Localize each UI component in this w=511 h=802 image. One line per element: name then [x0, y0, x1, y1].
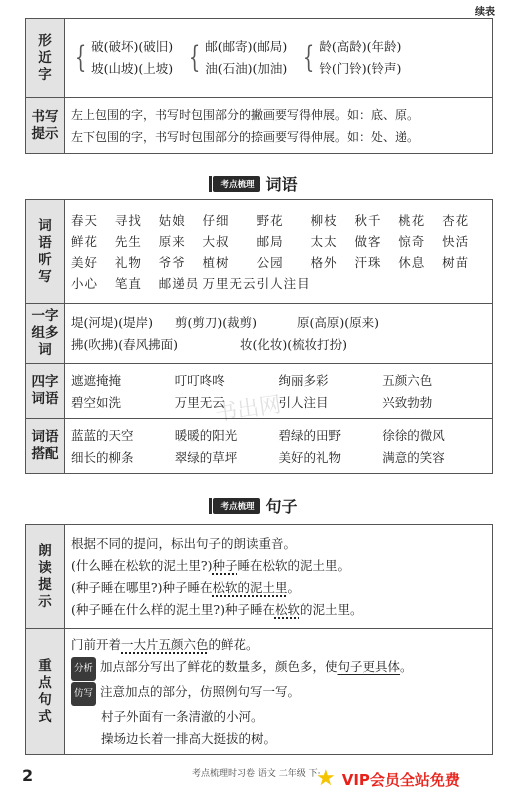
- writing-tip-2: 左下包围的字，书写时包围部分的捺画要写得伸展。如：处、递。: [71, 129, 420, 144]
- four-char-word: 引人注目: [278, 395, 329, 410]
- multi-word-label: 一字组多词: [26, 304, 65, 364]
- char-group-2a: 邮(邮寄)(邮局): [205, 39, 288, 54]
- imitation-line: 仿写 注意加点的部分，仿照例句写一写。: [71, 681, 486, 706]
- section-tag: 考点梳理: [213, 176, 259, 192]
- collocation-phrase: 碧绿的田野: [278, 428, 342, 443]
- key-sentence-label: 重点句式: [26, 629, 65, 755]
- dictation-word: 先生: [114, 234, 142, 249]
- dictation-word: 春天: [71, 213, 99, 228]
- collocation-phrase: 细长的柳条: [71, 450, 134, 465]
- section-header-sentences: [0, 494, 511, 517]
- imitation-example-1: 村子外面有一条清澈的小河。: [101, 708, 264, 724]
- continued-label: 续表: [475, 7, 495, 18]
- four-char-word: 碧空如洗: [71, 395, 122, 410]
- example-sentence: 门前开着一大片五颜六色的鲜花。: [71, 636, 259, 652]
- reading-line-2: (种子睡在哪里?)种子睡在松软的泥土里。: [71, 579, 300, 595]
- dictation-word: 引人注目: [256, 276, 311, 291]
- four-char-label: 四字词语: [26, 364, 65, 419]
- collocation-phrase: 美好的礼物: [278, 450, 342, 465]
- dictation-word: 做客: [354, 234, 382, 249]
- dictation-word: 小心: [71, 276, 99, 291]
- dictation-word: 姑娘: [158, 213, 186, 228]
- collocation-label: 词语搭配: [26, 419, 65, 474]
- char-group-3b: 铃(门铃)(铃声): [319, 61, 402, 76]
- four-char-word: 五颜六色: [382, 373, 433, 388]
- dictation-word: 树苗: [442, 255, 470, 270]
- char-group-3a: 龄(高龄)(年龄): [319, 39, 402, 54]
- dictation-word: 万里无云: [202, 276, 257, 291]
- page-footer: 考点梳理时习卷 语文 二年级 下·: [192, 769, 321, 779]
- dictation-word: 仔细: [202, 213, 230, 228]
- similar-chars-groups: { 破(破坏)(破旧) 坡(山坡)(上坡) { 邮(邮寄)(邮局) 油(石油)(加油) { 龄(高龄)(年龄) 铃(门铃)(铃声): [71, 36, 486, 80]
- four-char-word: 遮遮掩掩: [71, 373, 122, 388]
- section-tag: 考点梳理: [213, 498, 259, 514]
- collocation-phrase: 暖暖的阳光: [174, 428, 238, 443]
- section-title: 词语: [265, 175, 298, 194]
- collocation-phrase: 满意的笑容: [382, 450, 445, 465]
- collocation-phrase: 翠绿的草坪: [174, 450, 238, 465]
- dictation-word: 格外: [310, 255, 338, 270]
- reading-line-1: (什么睡在松软的泥土里?)种子睡在松软的泥土里。: [71, 557, 350, 573]
- dictation-word: 植树: [202, 255, 230, 270]
- dictation-words: [71, 208, 486, 295]
- four-char-word: 万里无云: [174, 395, 225, 410]
- dictation-word: 桃花: [398, 213, 426, 228]
- collocation-phrase: 徐徐的微风: [382, 428, 445, 443]
- reading-intro: 根据不同的提问，标出句子的朗读重音。: [71, 535, 297, 551]
- writing-tip-1: 左上包围的字，书写时包围部分的撇画要写得伸展。如：底、原。: [71, 107, 420, 122]
- page-number: 2: [22, 766, 34, 785]
- dictation-word: 惊奇: [398, 234, 426, 249]
- dictation-word: 寻找: [114, 213, 142, 228]
- reading-line-3: (种子睡在什么样的泥土里?)种子睡在松软的泥土里。: [71, 601, 363, 617]
- imitation-example-2: 操场边长着一排高大挺拔的树。: [101, 730, 277, 746]
- writing-tips-label: 书写提示: [26, 98, 65, 154]
- dictation-word: 柳枝: [310, 213, 338, 228]
- dictation-word: 杏花: [442, 213, 470, 228]
- words-table: [25, 199, 493, 474]
- dictation-word: 礼物: [114, 255, 142, 270]
- reading-tips-label: 朗读提示: [26, 525, 65, 629]
- dictation-word: 公园: [256, 255, 284, 270]
- collocation-phrase: 蓝蓝的天空: [71, 428, 134, 443]
- dictation-label: 词语听写: [26, 200, 65, 304]
- char-table: [25, 18, 493, 154]
- dictation-word: 休息: [398, 255, 426, 270]
- sentence-table: [25, 524, 493, 755]
- imitation-badge: 仿写: [71, 682, 96, 706]
- char-group-2b: 油(石油)(加油): [205, 61, 288, 76]
- four-char-word: 兴致勃勃: [382, 395, 433, 410]
- dictation-word: 快活: [442, 234, 470, 249]
- four-char-word: 绚丽多彩: [278, 373, 329, 388]
- analysis-badge: 分析: [71, 657, 96, 681]
- dictation-word: 野花: [256, 213, 284, 228]
- collocation-words: [71, 423, 486, 469]
- four-char-word: 叮叮咚咚: [174, 373, 225, 388]
- char-group-1a: 破(破坏)(破旧): [91, 39, 174, 54]
- section-header-words: [0, 172, 511, 195]
- similar-chars-label: 形近字: [26, 19, 65, 98]
- char-group-1b: 坡(山坡)(上坡): [91, 61, 174, 76]
- watermark: 书出网: [213, 392, 283, 427]
- dictation-word: 秋千: [354, 213, 382, 228]
- vip-text: VIP会员全站免费: [341, 770, 460, 789]
- dictation-word: 邮局: [256, 234, 284, 249]
- analysis-line: 分析 加点部分写出了鲜花的数量多，颜色多，使句子更具体。: [71, 656, 486, 681]
- dictation-word: 大叔: [202, 234, 230, 249]
- multi-word-line-1: 堤(河堤)(堤岸) 剪(剪刀)(裁剪) 原(高原)(原来): [71, 314, 380, 330]
- dictation-word: 邮递员: [158, 276, 200, 291]
- dictation-word: 太太: [310, 234, 338, 249]
- star-icon: ★: [316, 766, 336, 791]
- vip-banner[interactable]: [316, 768, 460, 790]
- dictation-word: 原来: [158, 234, 186, 249]
- multi-word-line-2: 拂(吹拂)(春风拂面) 妆(化妆)(梳妆打扮): [71, 336, 348, 352]
- section-title: 句子: [265, 497, 298, 516]
- dictation-word: 美好: [71, 255, 99, 270]
- dictation-word: 鲜花: [71, 234, 99, 249]
- dictation-word: 笔直: [114, 276, 142, 291]
- dictation-word: 汗珠: [354, 255, 382, 270]
- dictation-word: 爷爷: [158, 255, 186, 270]
